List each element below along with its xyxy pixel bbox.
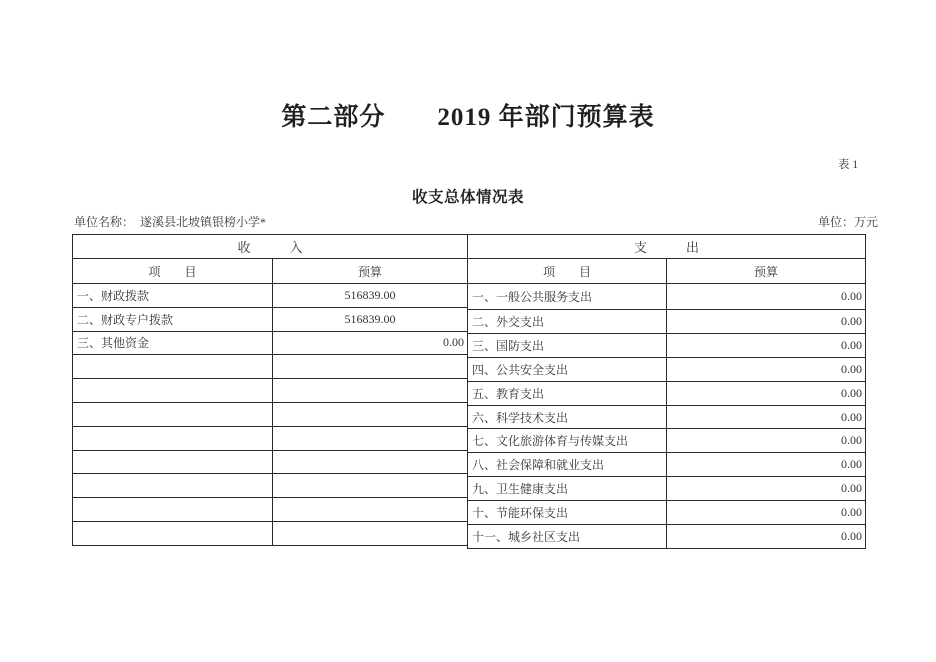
budget-summary-table (72, 234, 866, 549)
item-cell: 四、公共安全支出 (468, 357, 667, 381)
table-row (468, 453, 866, 477)
item-cell: 十、节能环保支出 (468, 501, 667, 525)
table-row (73, 355, 468, 379)
item-cell: 九、卫生健康支出 (468, 477, 667, 501)
income-section-header: 收 入 (73, 235, 468, 259)
income-item-column-header: 项 目 (73, 259, 273, 284)
item-cell (73, 521, 273, 545)
budget-cell: 0.00 (667, 477, 866, 501)
item-cell: 八、社会保障和就业支出 (468, 453, 667, 477)
income-section-header-row (73, 235, 468, 259)
table-row (73, 450, 468, 474)
expenditure-table (467, 234, 866, 549)
table-row (468, 284, 866, 310)
budget-cell (273, 474, 468, 498)
budget-cell: 0.00 (667, 525, 866, 549)
table-row (468, 477, 866, 501)
budget-cell (273, 402, 468, 426)
unit-name (74, 213, 266, 230)
expenditure-budget-column-header: 预算 (667, 259, 866, 284)
item-cell: 一、一般公共服务支出 (468, 284, 667, 310)
unit-name-label: 单位名称： (74, 215, 135, 229)
page-title: 第二部分 2019 年部门预算表 (281, 104, 655, 131)
item-cell: 三、其他资金 (73, 331, 273, 355)
income-table (72, 234, 468, 546)
budget-cell (273, 521, 468, 545)
item-cell: 二、财政专户拨款 (73, 307, 273, 331)
table-row (468, 525, 866, 549)
budget-cell: 0.00 (667, 501, 866, 525)
page-subtitle: 收支总体情况表 (411, 189, 524, 206)
currency-unit-label: 单位：万元 (817, 215, 878, 229)
budget-cell: 0.00 (667, 284, 866, 310)
table-meta-row (74, 213, 878, 230)
item-cell (73, 498, 273, 522)
expenditure-columns-header-row (468, 259, 866, 284)
table-row (73, 521, 468, 545)
budget-cell: 0.00 (667, 429, 866, 453)
expenditure-section-header: 支 出 (468, 235, 866, 259)
budget-cell: 0.00 (667, 333, 866, 357)
budget-cell: 516839.00 (273, 284, 468, 308)
budget-cell (273, 426, 468, 450)
item-cell: 三、国防支出 (468, 333, 667, 357)
budget-cell (273, 379, 468, 403)
table-row (73, 284, 468, 308)
table-row (73, 379, 468, 403)
item-cell: 五、教育支出 (468, 381, 667, 405)
table-row (468, 357, 866, 381)
table-row (468, 429, 866, 453)
item-cell: 一、财政拨款 (73, 284, 273, 308)
item-cell: 七、文化旅游体育与传媒支出 (468, 429, 667, 453)
expenditure-section-header-row (468, 235, 866, 259)
budget-cell: 0.00 (273, 331, 468, 355)
table-number-note: 表 1 (838, 159, 859, 171)
budget-cell: 516839.00 (273, 307, 468, 331)
budget-cell: 0.00 (667, 405, 866, 429)
table-row (468, 501, 866, 525)
income-budget-column-header: 预算 (273, 259, 468, 284)
item-cell (73, 355, 273, 379)
table-row (468, 405, 866, 429)
income-columns-header-row (73, 259, 468, 284)
budget-cell (273, 450, 468, 474)
budget-cell (273, 498, 468, 522)
budget-cell: 0.00 (667, 310, 866, 334)
budget-cell: 0.00 (667, 357, 866, 381)
table-row (73, 331, 468, 355)
budget-cell (273, 355, 468, 379)
table-row (468, 381, 866, 405)
table-row (73, 307, 468, 331)
unit-name-value: 遂溪县北坡镇银榜小学* (140, 215, 267, 229)
item-cell (73, 450, 273, 474)
item-cell (73, 474, 273, 498)
item-cell: 六、科学技术支出 (468, 405, 667, 429)
table-row (468, 333, 866, 357)
budget-cell: 0.00 (667, 453, 866, 477)
table-row (73, 474, 468, 498)
table-row (73, 426, 468, 450)
table-row (73, 498, 468, 522)
item-cell: 十一、城乡社区支出 (468, 525, 667, 549)
budget-cell: 0.00 (667, 381, 866, 405)
expenditure-item-column-header: 项 目 (468, 259, 667, 284)
item-cell: 二、外交支出 (468, 310, 667, 334)
table-row (73, 402, 468, 426)
item-cell (73, 402, 273, 426)
table-row (468, 310, 866, 334)
item-cell (73, 426, 273, 450)
item-cell (73, 379, 273, 403)
